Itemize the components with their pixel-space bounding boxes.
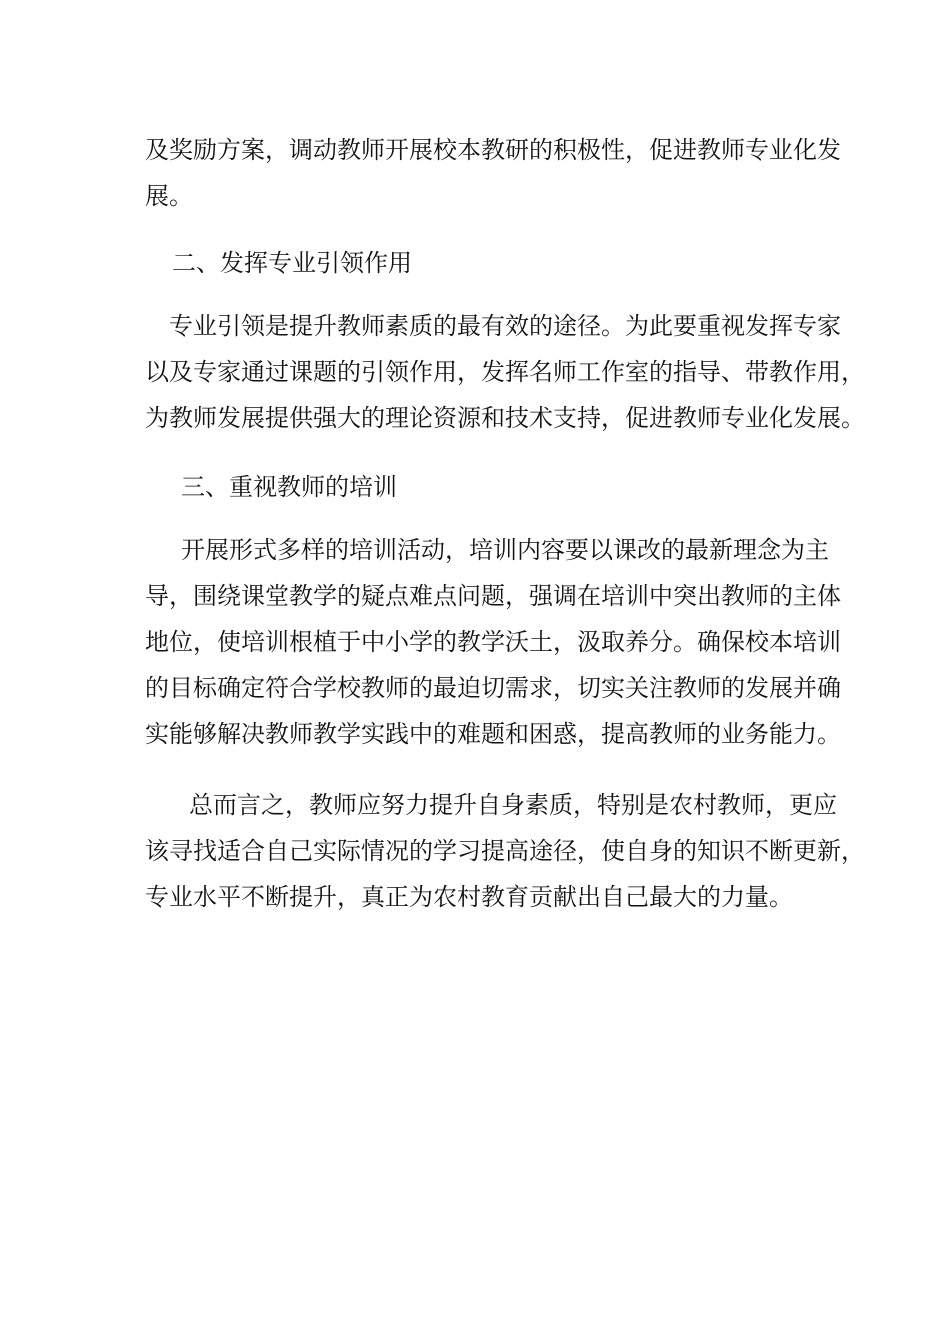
paragraph-line: 及奖励方案，调动教师开展校本教研的积极性，促进教师专业化发 <box>145 136 841 164</box>
paragraph-line: 该寻找适合自己实际情况的学习提高途径，使自身的知识不断更新， <box>145 837 865 865</box>
paragraph-line: 总而言之，教师应努力提升自身素质，特别是农村教师，更应 <box>189 791 837 819</box>
paragraph-line: 实能够解决教师教学实践中的难题和困惑，提高教师的业务能力。 <box>145 720 841 748</box>
paragraph-conclusion <box>145 782 865 920</box>
paragraph-line: 导，围绕课堂教学的疑点难点问题，强调在培训中突出教师的主体 <box>145 582 841 610</box>
paragraph-line: 展。 <box>145 182 193 210</box>
paragraph-professional-leadership <box>145 303 865 441</box>
paragraph-line: 专业水平不断提升，真正为农村教育贡献出自己最大的力量。 <box>145 883 793 911</box>
paragraph-line: 的目标确定符合学校教师的最迫切需求，切实关注教师的发展并确 <box>145 674 841 702</box>
paragraph-teacher-training <box>145 527 841 757</box>
paragraph-line: 为教师发展提供强大的理论资源和技术支持，促进教师专业化发展。 <box>145 404 865 432</box>
section-heading-teacher-training: 三、重视教师的培训 <box>181 473 397 501</box>
paragraph-incentive <box>145 127 841 219</box>
paragraph-line: 专业引领是提升教师素质的最有效的途径。为此要重视发挥专家 <box>169 312 841 340</box>
paragraph-line: 以及专家通过课题的引领作用，发挥名师工作室的指导、带教作用， <box>145 358 865 386</box>
section-heading-professional-leadership: 二、发挥专业引领作用 <box>172 249 412 277</box>
paragraph-line: 开展形式多样的培训活动，培训内容要以课改的最新理念为主 <box>181 536 829 564</box>
paragraph-line: 地位，使培训根植于中小学的教学沃土，汲取养分。确保校本培训 <box>145 628 841 656</box>
